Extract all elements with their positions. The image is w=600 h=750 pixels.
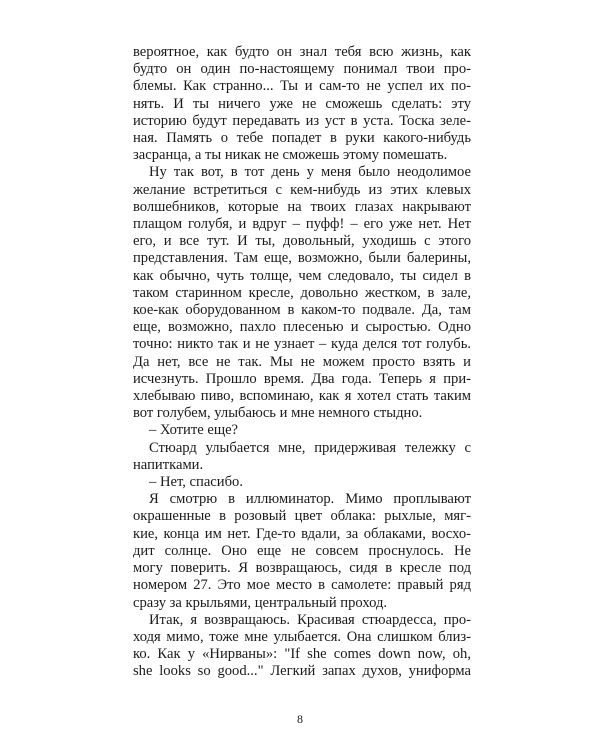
text-line: будто он один по-настоящему понимал твои про- bbox=[133, 61, 471, 78]
text-line: сразу за крыльями, центральный проход. bbox=[133, 594, 388, 611]
text-line: she looks so good..." Легкий запах духов, униформа bbox=[133, 663, 471, 680]
text-line: вот голубем, улыбаюсь и мне немного стыдно. bbox=[133, 405, 423, 422]
text-line: историю будут передавать из уст в уста. Тоска зеле- bbox=[133, 112, 471, 129]
text-line: Да нет, все не так. Мы не можем просто взять и bbox=[133, 353, 471, 370]
text-line: еще, возможно, пахло плесенью и сыростью. Одно bbox=[133, 319, 471, 336]
text-line: Я смотрю в иллюминатор. Мимо проплывают bbox=[149, 491, 471, 508]
text-line: номером 27. Это мое место в самолете: правый ряд bbox=[133, 577, 471, 594]
text-line: таком старинном кресле, довольно жестком, в зале, bbox=[133, 284, 471, 301]
text-line: нять. И ты ничего уже не сможешь сделать: эту bbox=[133, 95, 471, 112]
text-line: ная. Память о тебе попадет в руки какого-нибудь bbox=[133, 130, 471, 147]
text-line: как обычно, чуть толще, чем следовало, ты сидел в bbox=[133, 267, 471, 284]
text-line: желание встретиться с кем-нибудь из этих клевых bbox=[133, 181, 471, 198]
text-line: кие, конца им нет. Где-то вдали, за облаками, восхо- bbox=[133, 525, 471, 542]
text-line: засранца, а ты никак не сможешь этому помешать. bbox=[133, 147, 448, 164]
text-line: дит солнце. Оно еще не совсем проснулось. Не bbox=[133, 542, 471, 559]
text-line: блемы. Как странно... Ты и сам-то не успел их по- bbox=[133, 78, 471, 95]
text-line: окрашенные в розовый цвет облака: рыхлые, мяг- bbox=[133, 508, 471, 525]
page-number: 8 bbox=[297, 712, 303, 726]
text-line: Итак, я возвращаюсь. Красивая стюардесса, про- bbox=[149, 611, 471, 628]
text-line: точно: никто так и не узнает – куда делся тот голубь. bbox=[133, 336, 471, 353]
text-line: плащом голубя, и вдруг – пуфф! – его уже нет. Нет bbox=[133, 216, 471, 233]
text-line: кое-как оборудованном в каком-то подвале. Да, там bbox=[133, 302, 471, 319]
text-line: напитками. bbox=[133, 456, 204, 473]
text-line: Стюард улыбается мне, придерживая тележку с bbox=[149, 439, 471, 456]
text-line: волшебников, которые на твоих глазах накрывают bbox=[133, 198, 471, 215]
text-line: Ну так вот, в тот день у меня было неодолимое bbox=[149, 164, 471, 181]
text-line: могу поверить. Я возвращаюсь, сидя в кресле под bbox=[133, 560, 471, 577]
text-line: вероятное, как будто он знал тебя всю жизнь, как bbox=[133, 44, 471, 60]
text-line: его, и все тут. И ты, довольный, уходишь с этого bbox=[133, 233, 471, 250]
text-line: хлебываю пиво, вспоминаю, как я хотел стать таким bbox=[133, 388, 471, 405]
text-line: ходя мимо, тоже мне улыбается. Она слишком близ- bbox=[133, 628, 471, 645]
text-line: исчезнуть. Прошло время. Два года. Теперь я при- bbox=[133, 370, 471, 387]
text-line: – Хотите еще? bbox=[149, 422, 239, 439]
text-line: – Нет, спасибо. bbox=[149, 474, 243, 491]
text-line: ко. Как у «Нирваны»: "If she comes down now, oh, bbox=[133, 646, 471, 663]
page-body-text bbox=[133, 44, 471, 681]
text-line: представления. Там еще, возможно, были балерины, bbox=[133, 250, 471, 267]
